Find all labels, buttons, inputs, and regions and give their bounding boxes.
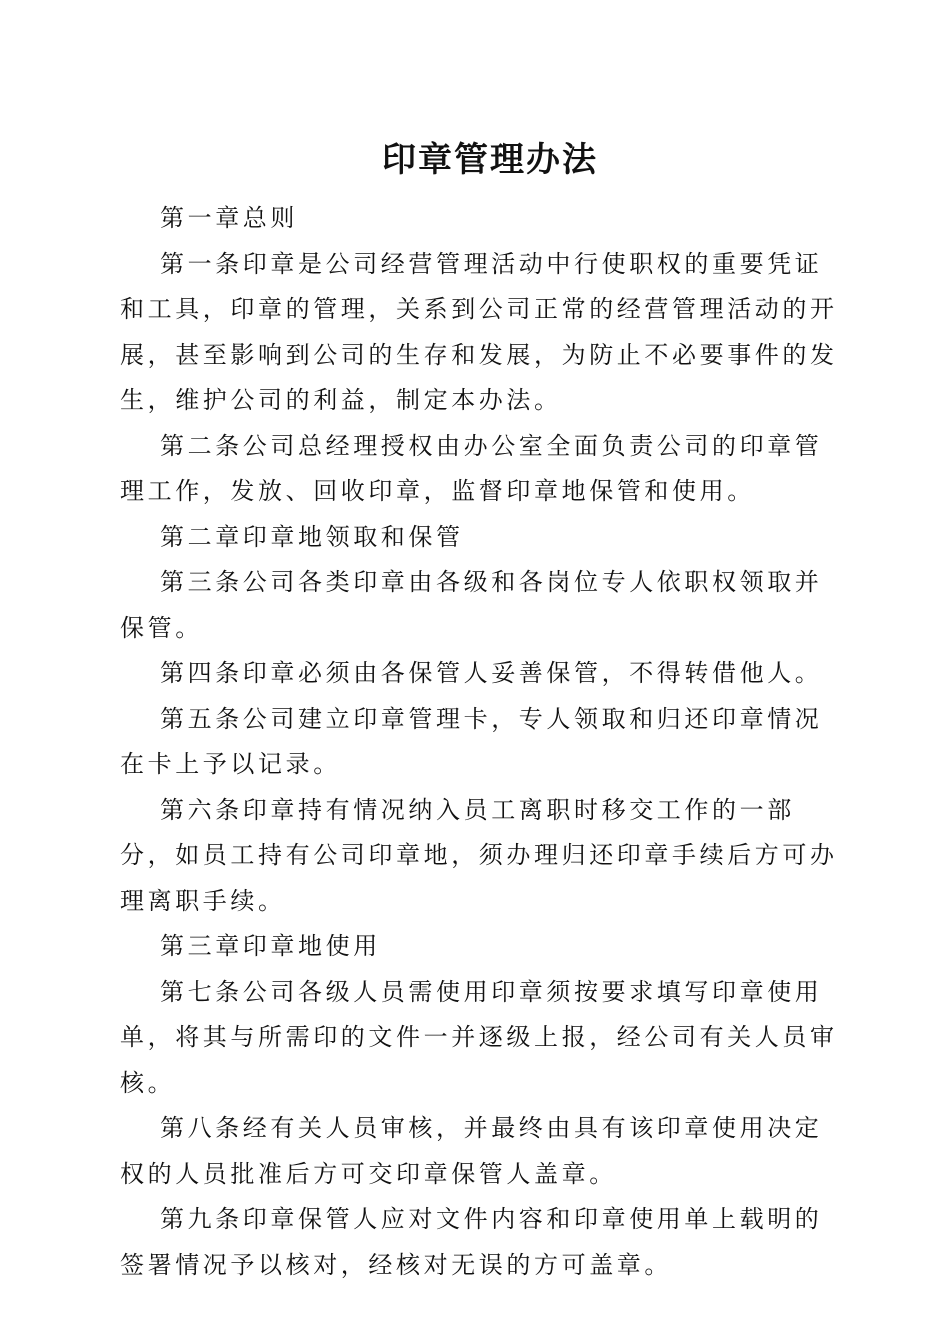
article-paragraph: 第二条公司总经理授权由办公室全面负责公司的印章管理工作，发放、回收印章，监督印章地保管和使用。 — [120, 431, 823, 505]
chapter-heading: 第一章总则 — [160, 204, 298, 232]
article-paragraph: 第九条印章保管人应对文件内容和印章使用单上载明的签署情况予以核对，经核对无误的方可盖章。 — [120, 1205, 823, 1279]
article-paragraph: 第五条公司建立印章管理卡，专人领取和归还印章情况在卡上予以记录。 — [120, 704, 823, 778]
article-paragraph: 第七条公司各级人员需使用印章须按要求填写印章使用单，将其与所需印的文件一并逐级上报，经公司有关人员审核。 — [120, 977, 838, 1097]
chapter-heading: 第三章印章地使用 — [160, 932, 381, 960]
article-paragraph: 第六条印章持有情况纳入员工离职时移交工作的一部分，如员工持有公司印章地，须办理归还印章手续后方可办理离职手续。 — [120, 795, 838, 915]
article-paragraph: 第八条经有关人员审核，并最终由具有该印章使用决定权的人员批准后方可交印章保管人盖章。 — [120, 1114, 823, 1188]
chapter-heading: 第二章印章地领取和保管 — [160, 522, 464, 551]
article-paragraph: 第四条印章必须由各保管人妥善保管，不得转借他人。 — [160, 659, 823, 687]
article-paragraph: 第三条公司各类印章由各级和各岗位专人依职权领取并保管。 — [120, 568, 823, 642]
article-paragraph: 第一条印章是公司经营管理活动中行使职权的重要凭证和工具，印章的管理，关系到公司正常的经营管理活动的开展，甚至影响到公司的生存和发展，为防止不必要事件的发生，维护公司的利益，制定本办法。 — [120, 249, 838, 414]
document-title: 印章管理办法 — [382, 140, 598, 180]
